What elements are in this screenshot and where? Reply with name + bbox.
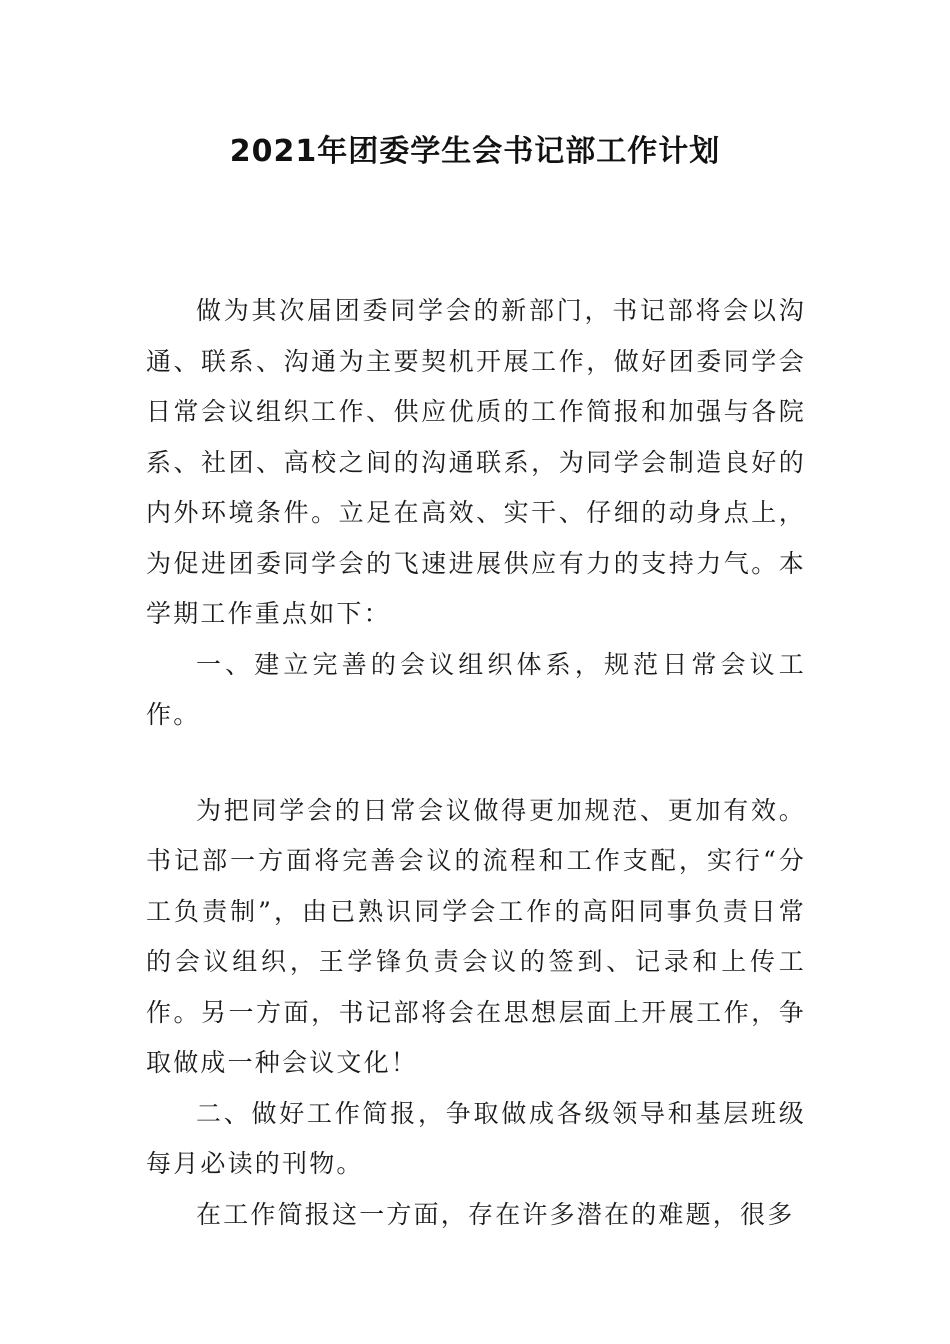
- paragraph-meetings: 为把同学会的日常会议做得更加规范、更加有效。书记部一方面将完善会议的流程和工作支配，实行“分工负责制”，由已熟识同学会工作的高阳同事负责日常的会议组织，王学锋负责会议的签到、记录和上传工作。另一方面，书记部将会在思想层面上开展工作，争取做成一种会议文化！: [146, 795, 806, 1077]
- paragraph-intro: 做为其次届团委同学会的新部门，书记部将会以沟通、联系、沟通为主要契机开展工作，做好团委同学会日常会议组织工作、供应优质的工作简报和加强与各院系、社团、高校之间的沟通联系，为同学会制造良好的内外环境条件。立足在高效、实干、仔细的动身点上，为促进团委同学会的飞速进展供应有力的支持力气。本学期工作重点如下：: [146, 296, 806, 628]
- document-title: 2021年团委学生会书记部工作计划: [229, 134, 721, 169]
- section-heading-1: 一、建立完善的会议组织体系，规范日常会议工作。: [146, 649, 806, 729]
- document-body: [146, 286, 806, 1240]
- paragraph-briefing: 在工作简报这一方面，存在许多潜在的难题，很多: [196, 1199, 795, 1229]
- section-heading-2: 二、做好工作简报，争取做成各级领导和基层班级每月必读的刊物。: [146, 1098, 806, 1178]
